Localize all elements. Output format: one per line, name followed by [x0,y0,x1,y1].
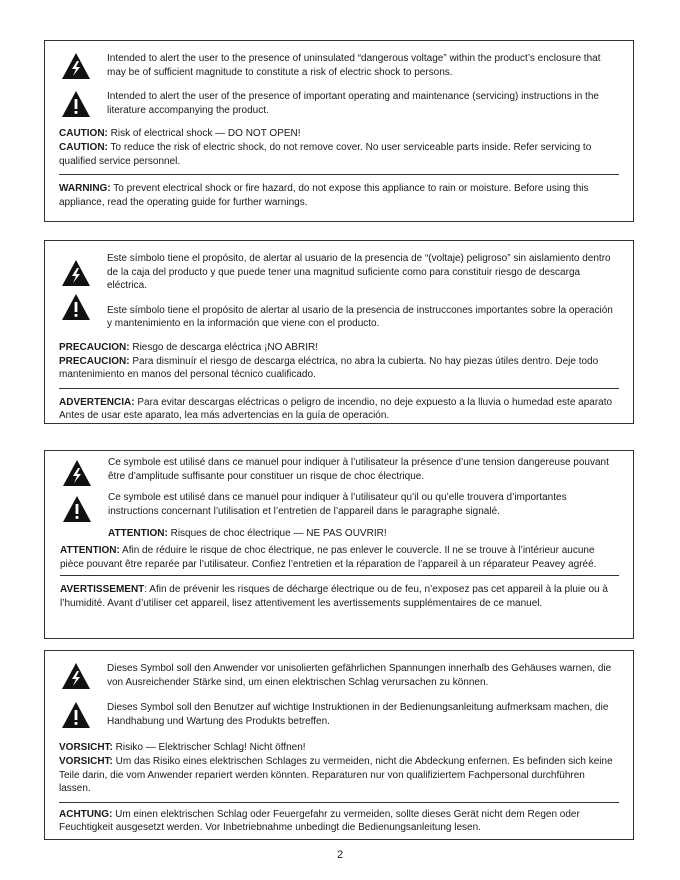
safety-box-english [44,40,634,222]
warning-label: WARNING: [59,183,111,195]
warning-block [59,396,619,423]
caution-text-2: Afin de réduire le risque de choc électrique, ne pas enlever le couvercle. Il ne se trouve à l’intérieur aucune pièce pouvant être reparée par l’utilisateur. Confiez l’entretien et la réparation de l’appareil à un réparateur Peavey agréé. [60,544,597,571]
caution-block [59,341,619,382]
warning-label: AVERTISSEMENT [60,584,145,596]
symbol-instructions-text: Intended to alert the user of the presence of important operating and maintenance (servicing) instructions in the literature accompanying the product. [107,91,599,116]
symbol-instructions-text: Ce symbole est utilisé dans ce manuel pour indiquer à l’utilisateur qu’il ou qu’elle trouvera d’importantes instructions concernant l’utilisation et l’entretien de l’appareil dans le paragraphe signalé. [108,492,567,517]
lightning-warning-icon [62,260,90,286]
caution-label: ATTENTION: [108,528,168,540]
symbol-row-voltage [59,252,619,293]
lightning-warning-icon [62,663,90,689]
symbol-row-instructions [59,304,619,331]
divider [59,174,619,175]
caution-text: Riesgo de descarga eléctrica ¡NO ABRIR! [129,341,318,353]
warning-label: ACHTUNG: [59,808,113,820]
symbol-row-instructions [59,701,619,728]
divider [59,802,619,803]
warning-text: Um einen elektrischen Schlag oder Feuergefahr zu vermeiden, sollte dieses Gerät nicht dem Regen oder Feuchtigkeit ausgesetzt werden. Vor Inbetriebnahme unbedingt die Bedienungsanleitung lesen. [59,808,580,834]
caution-label: VORSICHT: [59,742,113,754]
warning-text: : Afin de prévenir les risques de décharge électrique ou de feu, n’exposez pas cet appareil à la pluie ou à l’humidité. Avant d’utiliser cet appareil, lisez attentivement les avertissements supplémentaires de ce manuel. [60,584,608,609]
symbol-voltage-text: Este símbolo tiene el propósito, de alertar al usuario de la presencia de “(voltaje) peligroso” sin aislamiento dentro de la caja del producto y que puede tener una magnitud suficiente como para constituir riesgo de descarga eléctrica. [107,253,611,292]
safety-box-french [44,450,634,639]
warning-block [60,583,619,610]
symbol-row-voltage [59,52,619,79]
symbol-row-voltage [59,662,619,689]
symbol-voltage-text: Intended to alert the user to the presence of uninsulated “dangerous voltage” within the product’s enclosure that may be of sufficient magnitude to constitute a risk of electric shock to persons. [107,53,601,78]
caution-text-2: Um das Risiko eines elektrischen Schlages zu vermeiden, nicht die Abdeckung enfernen. Es befinden sich keine Teile darin, die vom Anwender repariert werden könnten. Reparaturen nur von qualifiziertem Fachpersonal durchführen lassen. [59,755,613,795]
warning-block [59,808,619,835]
divider [60,575,619,576]
warning-label: ADVERTENCIA: [59,396,135,408]
exclamation-warning-icon [63,496,91,522]
caution-block [59,127,619,168]
symbol-instructions-text: Dieses Symbol soll den Benutzer auf wichtige Instruktionen in der Bedienungsanleitung aufmerksam machen, die Handhabung und Wartung des Produkts betreffen. [107,702,609,727]
safety-box-spanish [44,240,634,424]
safety-box-german [44,650,634,840]
caution-line-indented [60,527,619,541]
caution-text: Risques de choc électrique — NE PAS OUVRIR! [167,528,387,540]
symbol-row-voltage [60,456,619,483]
caution-text: Risk of electrical shock — DO NOT OPEN! [107,128,301,140]
caution-text: Risiko — Elektrischer Schlag! Nicht öffnen! [112,742,306,754]
warning-block [59,182,619,209]
caution-label-2: ATTENTION: [60,544,120,556]
warning-text: To prevent electrical shock or fire hazard, do not expose this appliance to rain or moisture. Before using this appliance, read the operating guide for further warnings. [59,183,589,208]
lightning-warning-icon [62,53,90,79]
warning-text: Para evitar descargas eléctricas o peligro de incendio, no deje expuesto a la lluvia o humedad este aparato Antes de usar este aparato, lea más advertencias en la guía de operación. [59,396,613,422]
exclamation-warning-icon [62,702,90,728]
symbol-row-instructions [60,491,619,518]
caution-label-2: VORSICHT: [59,755,113,767]
symbol-instructions-text: Este símbolo tiene el propósito de alertar al usario de la presencia de instruccones importantes sobre la operación y mantenimiento en la información que viene con el producto. [107,304,613,330]
divider [59,388,619,389]
symbol-voltage-text: Dieses Symbol soll den Anwender vor unisolierten gefährlichen Spannungen innerhalb des Gehäuses warnen, die von Ausreichender Stärke sind, um einen elektrischen Schlag verursachen zu können. [107,663,612,688]
page-number: 2 [336,849,344,861]
symbol-row-instructions [59,90,619,117]
lightning-warning-icon [63,460,91,486]
caution-block [59,741,619,795]
caution-label: CAUTION: [59,128,108,140]
caution-label-2: CAUTION: [59,141,108,153]
exclamation-warning-icon [62,91,90,117]
caution-block [60,544,619,572]
caution-label-2: PRECAUCION: [59,355,130,367]
caution-label: PRECAUCION: [59,341,130,353]
exclamation-warning-icon [62,294,90,320]
caution-text-2: To reduce the risk of electric shock, do not remove cover. No user serviceable parts inside. Refer servicing to qualified service personnel. [59,141,592,167]
caution-text-2: Para disminuír el riesgo de descarga eléctrica, no abra la cubierta. No hay piezas útiles dentro. Deje todo mantenimiento en manos del personal técnico cualificado. [59,355,599,381]
symbol-voltage-text: Ce symbole est utilisé dans ce manuel pour indiquer à l’utilisateur la présence d’une tension dangereuse pouvant être d’amplitude suffisante pour constituer un risque de choc électrique. [108,457,609,482]
